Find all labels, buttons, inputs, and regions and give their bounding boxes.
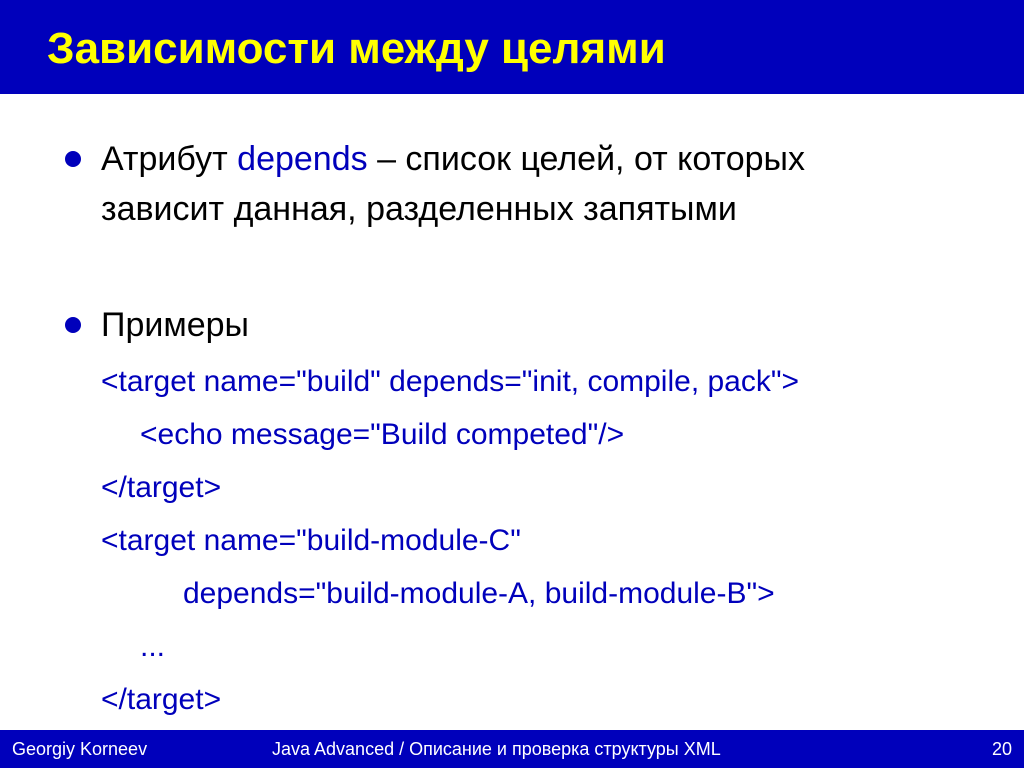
examples-label: Примеры [101,306,249,344]
bullet-examples [65,300,965,350]
slide-title: Зависимости между целями [47,24,666,73]
slide-footer [0,730,1024,768]
depends-keyword: depends [237,140,368,178]
code-line-target-module-close: </target> [101,683,222,716]
code-line-echo: <echo message="Build competed"/> [140,418,625,451]
bullet-icon [65,317,81,333]
footer-course-title: Java Advanced / Описание и проверка структуры XML [272,739,721,759]
code-line-depends-modules: depends="build-module-A, build-module-B"> [183,577,775,610]
code-line-target-build-open: <target name="build" depends="init, compile, pack"> [101,365,800,398]
bullet-text [101,134,921,234]
page-number: 20 [991,739,1012,759]
slide-header [0,0,1024,94]
bullet-icon [65,151,81,167]
bullet-suffix: – список целей, от которых зависит данная, разделенных запятыми [101,140,805,228]
code-line-target-build-close: </target> [101,471,222,504]
bullet-prefix: Атрибут [101,140,238,178]
footer-author: Georgiy Korneev [12,739,148,759]
bullet-depends-attribute [65,134,965,284]
slide-content [0,94,1024,730]
code-line-target-module-open: <target name="build-module-C" [101,524,521,557]
code-line-ellipsis: ... [140,630,166,663]
